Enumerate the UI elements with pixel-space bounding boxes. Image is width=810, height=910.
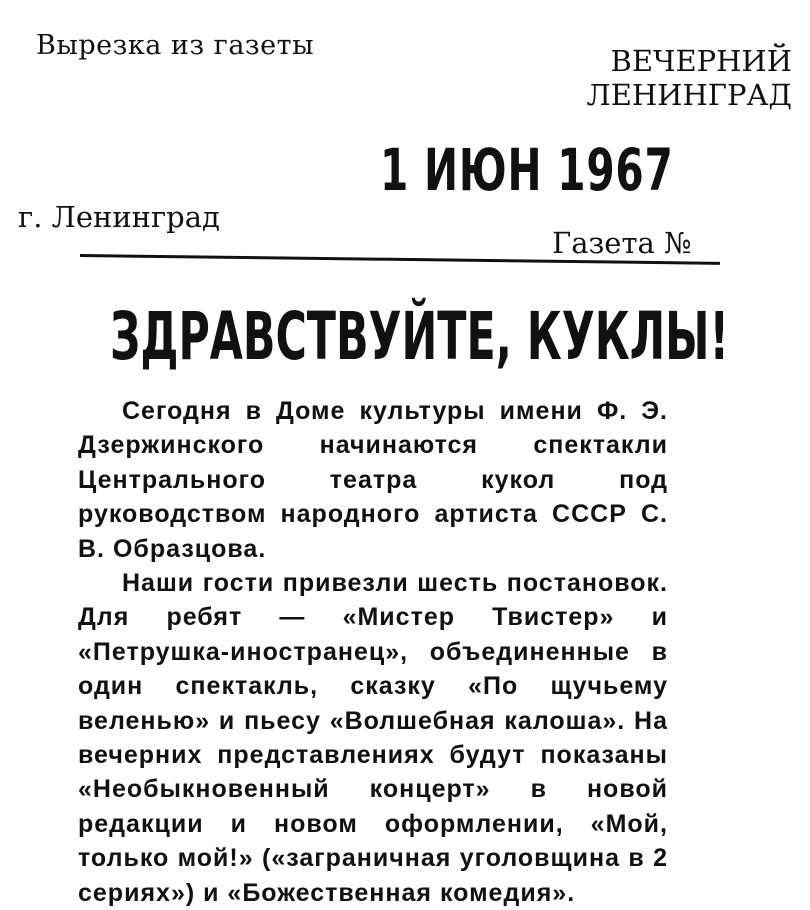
newspaper-number-label: Газета № xyxy=(552,226,692,260)
article-paragraph-2: Наши гости привезли шесть постановок. Для ребят — «Мистер Твистер» и «Петрушка-иностранец», объединенные в один спектакль, сказку «По щучьему веленью» и пьесу «Волшебная калоша». На вечерних представлениях будут показаны «Необыкновенный концерт» в новой редакции и новом оформлении, «Мой, только мой!» («заграничная уголовщина в 2 сериях») и «Божественная комедия». xyxy=(78,569,668,907)
masthead-line-2: ЛЕНИНГРАД xyxy=(586,78,792,112)
city-label: г. Ленинград xyxy=(18,200,220,234)
newspaper-masthead xyxy=(587,44,793,112)
clipping-source-label: Вырезка из газеты xyxy=(36,30,315,61)
date-stamp: 1 ИЮН 1967 xyxy=(380,136,674,204)
article-paragraph-1: Сегодня в Доме культуры имени Ф. Э. Дзержинского начинаются спектакли Центрального театра кукол под руководством народного артиста СССР С. В. Образцова. xyxy=(78,397,668,563)
article-body xyxy=(78,394,668,910)
masthead-line-1: ВЕЧЕРНИЙ xyxy=(610,44,792,78)
article-headline: ЗДРАВСТВУЙТЕ, КУКЛЫ! xyxy=(110,298,729,375)
